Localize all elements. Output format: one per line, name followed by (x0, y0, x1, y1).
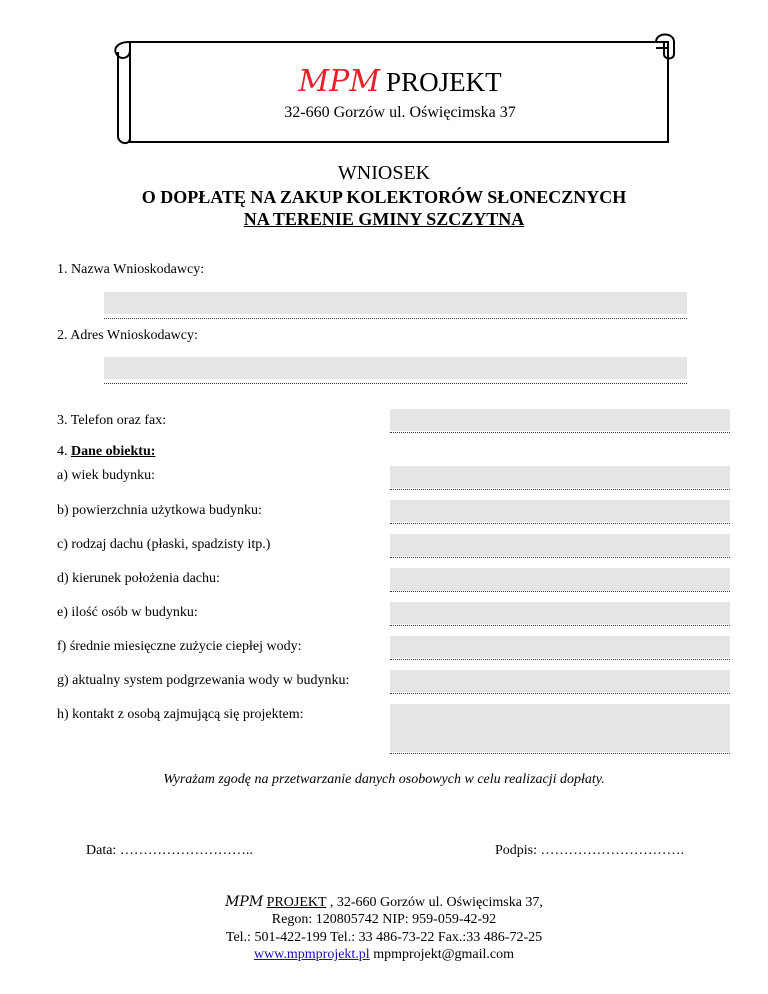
footer-email: mpmprojekt@gmail.com (369, 947, 515, 962)
building-age-field[interactable] (390, 466, 730, 488)
company-address: 32-660 Gorzów ul. Oświęcimska 37 (284, 104, 516, 121)
footer-company-line (0, 893, 768, 912)
consent-statement: Wyrażam zgodę na przetwarzanie danych osobowych w celu realizacji dopłaty. (163, 772, 605, 787)
occupants-label: e) ilość osób w budynku: (57, 605, 198, 620)
object-data-heading (57, 444, 155, 460)
usable-area-line (390, 523, 730, 524)
hot-water-usage-label: f) średnie miesięczne zużycie ciepłej wody: (57, 639, 302, 654)
footer-projekt: PROJEKT (266, 895, 327, 910)
document-subtitle-2: NA TERENIE GMINY SZCZYTNA (243, 209, 525, 229)
company-logo-text (160, 60, 640, 102)
usable-area-field[interactable] (390, 500, 730, 522)
roof-type-line (390, 557, 730, 558)
applicant-address-line (104, 383, 687, 384)
usable-area-label: b) powierzchnia użytkowa budynku: (57, 503, 262, 518)
hot-water-usage-line (390, 659, 730, 660)
document-title: WNIOSEK (337, 162, 431, 184)
roof-direction-line (390, 591, 730, 592)
applicant-address-label: 2. Adres Wnioskodawcy: (57, 328, 198, 343)
footer-mpm: MPM (225, 894, 264, 910)
contact-person-line (390, 753, 730, 754)
document-subtitle: O DOPŁATĘ NA ZAKUP KOLEKTORÓW SŁONECZNYCH (141, 187, 627, 207)
applicant-name-field[interactable] (104, 292, 687, 314)
footer-phones: Tel.: 501-422-199 Tel.: 33 486-73-22 Fax.:33 486-72-25 (225, 930, 543, 945)
signature-line: Podpis: …………………………. (495, 843, 685, 858)
building-age-label: a) wiek budynku: (57, 468, 155, 483)
occupants-field[interactable] (390, 602, 730, 624)
occupants-line (390, 625, 730, 626)
website-link[interactable]: www.mpmprojekt.pl (253, 947, 370, 962)
roof-type-label: c) rodzaj dachu (płaski, spadzisty itp.) (57, 537, 271, 552)
heating-system-label: g) aktualny system podgrzewania wody w budynku: (57, 673, 350, 688)
brand-projekt: PROJEKT (386, 67, 502, 97)
building-age-line (390, 489, 730, 490)
brand-mpm: MPM (298, 64, 381, 99)
heating-system-field[interactable] (390, 670, 730, 692)
footer-regon-nip: Regon: 120805742 NIP: 959-059-42-92 (271, 912, 497, 927)
phone-fax-line (390, 432, 730, 433)
roof-direction-label: d) kierunek położenia dachu: (57, 571, 220, 586)
object-data-label: Dane obiektu: (71, 444, 156, 459)
hot-water-usage-field[interactable] (390, 636, 730, 658)
heating-system-line (390, 693, 730, 694)
applicant-address-field[interactable] (104, 357, 687, 379)
footer-contact-line (0, 946, 768, 964)
phone-fax-label: 3. Telefon oraz fax: (57, 413, 167, 428)
phone-fax-field[interactable] (390, 409, 730, 431)
contact-person-field[interactable] (390, 704, 730, 752)
contact-person-label: h) kontakt z osobą zajmującą się projektem: (57, 707, 304, 722)
roof-direction-field[interactable] (390, 568, 730, 590)
object-data-number: 4. (57, 444, 68, 459)
footer-address: , 32-660 Gorzów ul. Oświęcimska 37, (326, 895, 543, 910)
date-line: Data: ……………………….. (86, 843, 253, 858)
roof-type-field[interactable] (390, 534, 730, 556)
applicant-name-label: 1. Nazwa Wnioskodawcy: (57, 262, 205, 277)
applicant-name-line (104, 318, 687, 319)
